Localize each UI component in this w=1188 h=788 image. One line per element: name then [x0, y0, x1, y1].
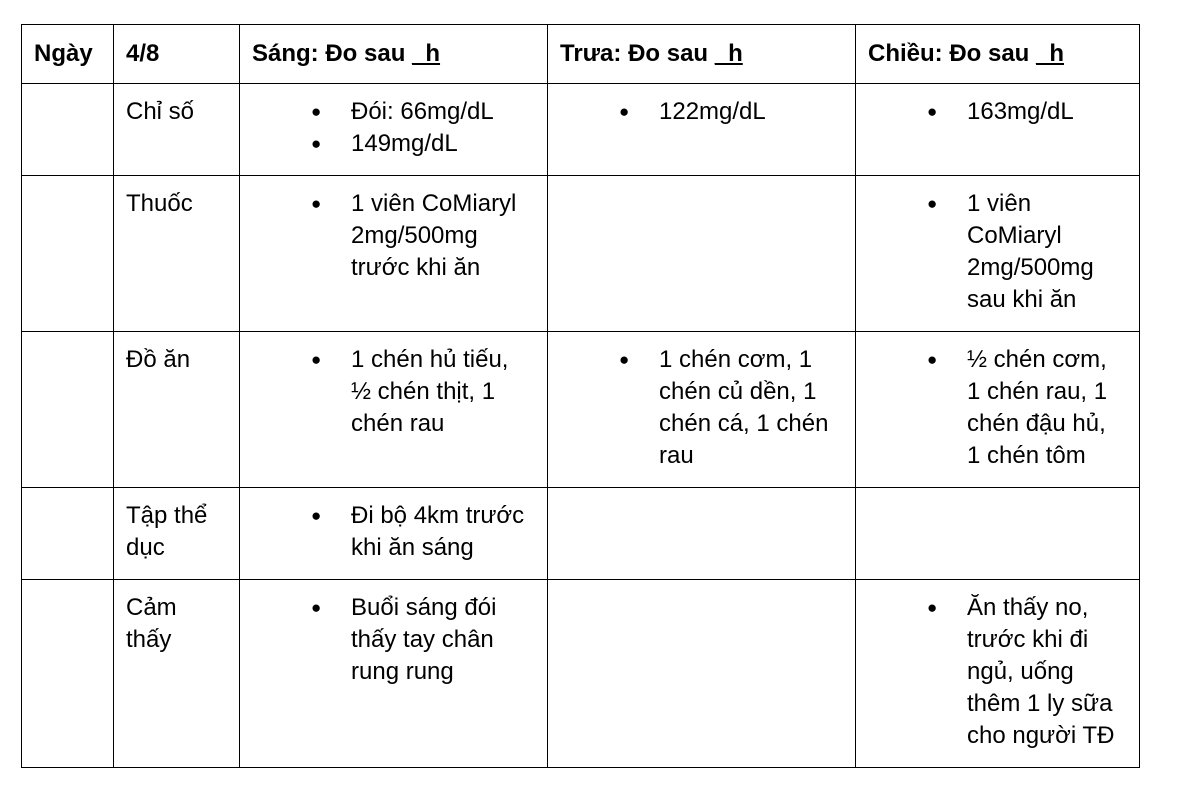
row-medication [22, 176, 1140, 332]
row-label: Đồ ăn [114, 332, 240, 488]
morning-list [252, 592, 535, 688]
glucose-log-table [21, 24, 1140, 768]
list-item: ● 163mg/dL [868, 96, 1127, 128]
morning-cell [240, 84, 548, 176]
day-cell [22, 84, 114, 176]
row-feeling [22, 580, 1140, 768]
noon-cell [548, 580, 856, 768]
morning-cell [240, 332, 548, 488]
day-header: Ngày [22, 25, 114, 84]
noon-cell [548, 332, 856, 488]
noon-cell [548, 84, 856, 176]
row-readings [22, 84, 1140, 176]
list-item: ● Đi bộ 4km trước khi ăn sáng [252, 500, 535, 564]
row-label: Cảm thấy [114, 580, 240, 768]
evening-cell [856, 332, 1140, 488]
morning-cell [240, 580, 548, 768]
evening-cell [856, 580, 1140, 768]
morning-header [240, 25, 548, 84]
morning-list [252, 96, 535, 160]
morning-list [252, 188, 535, 284]
day-cell [22, 488, 114, 580]
row-food [22, 332, 1140, 488]
noon-cell [548, 176, 856, 332]
evening-list [868, 592, 1127, 752]
date-header: 4/8 [114, 25, 240, 84]
row-label: Thuốc [114, 176, 240, 332]
morning-header-label: Sáng: Đo sau [252, 40, 413, 67]
evening-list [868, 344, 1127, 472]
row-exercise [22, 488, 1140, 580]
evening-cell [856, 84, 1140, 176]
evening-header [856, 25, 1140, 84]
day-cell [22, 176, 114, 332]
list-item: ● ½ chén cơm, 1 chén rau, 1 chén đậu hủ, 1 chén tôm [868, 344, 1127, 472]
list-item: ● Đói: 66mg/dL [252, 96, 535, 128]
evening-list [868, 188, 1127, 316]
list-item: ● 122mg/dL [560, 96, 843, 128]
morning-cell [240, 488, 548, 580]
noon-cell [548, 488, 856, 580]
noon-hour-blank: _h [714, 40, 743, 67]
day-cell [22, 580, 114, 768]
morning-list [252, 500, 535, 564]
list-item: ● 1 chén cơm, 1 chén củ dền, 1 chén cá, 1 chén rau [560, 344, 843, 472]
list-item: ● 1 chén hủ tiếu, ½ chén thịt, 1 chén rau [252, 344, 535, 440]
morning-cell [240, 176, 548, 332]
list-item: ● 1 viên CoMiaryl 2mg/500mg sau khi ăn [868, 188, 1127, 316]
noon-list [560, 96, 843, 128]
header-row [22, 25, 1140, 84]
list-item: ● Ăn thấy no, trước khi đi ngủ, uống thêm 1 ly sữa cho người TĐ [868, 592, 1127, 752]
noon-header-label: Trưa: Đo sau [560, 40, 715, 67]
noon-header [548, 25, 856, 84]
evening-list [868, 96, 1127, 128]
evening-hour-blank: _h [1036, 40, 1065, 67]
evening-header-label: Chiều: Đo sau [868, 40, 1037, 67]
day-cell [22, 332, 114, 488]
list-item: ● 149mg/dL [252, 128, 535, 160]
evening-cell [856, 488, 1140, 580]
list-item: ● Buổi sáng đói thấy tay chân rung rung [252, 592, 535, 688]
list-item: ● 1 viên CoMiaryl 2mg/500mg trước khi ăn [252, 188, 535, 284]
row-label: Chỉ số [114, 84, 240, 176]
morning-hour-blank: _h [412, 40, 441, 67]
morning-list [252, 344, 535, 440]
evening-cell [856, 176, 1140, 332]
row-label: Tập thể dục [114, 488, 240, 580]
noon-list [560, 344, 843, 472]
